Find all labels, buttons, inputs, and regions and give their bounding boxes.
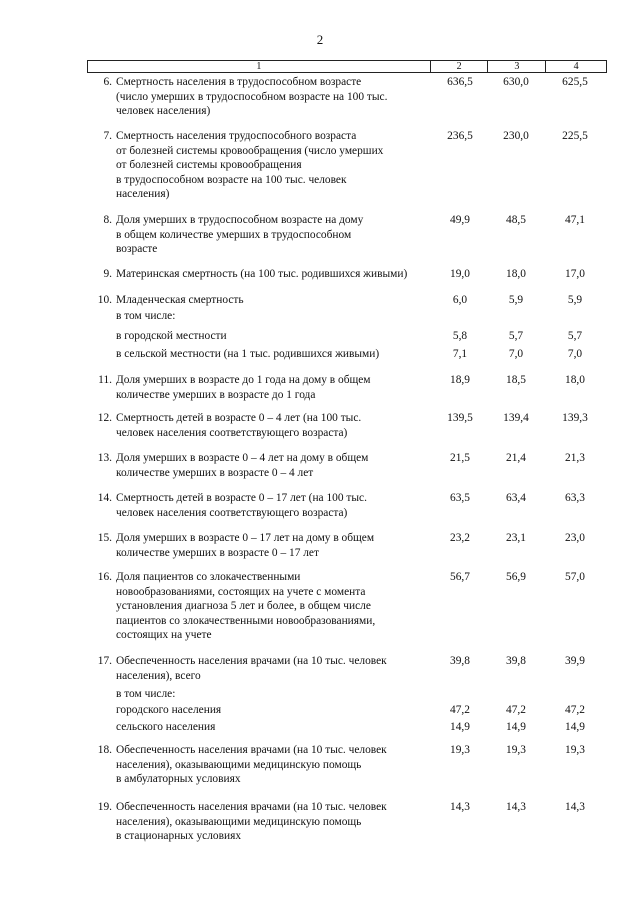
row-number: 19. [97, 801, 112, 813]
row-value-col-3: 39,8 [506, 655, 526, 667]
row-value-col-4: 23,0 [565, 532, 585, 544]
sub-row-value-col-4: 7,0 [567, 348, 583, 360]
row-value-col-2: 19,3 [450, 744, 470, 756]
sub-row-label: в городской местности [116, 330, 227, 342]
row-value-col-2: 63,5 [450, 492, 470, 504]
row-label: Доля умерших в возрасте 0 – 17 лет на дому в общем количестве умерших в возрасте 0 – 17 лет [116, 532, 375, 559]
table-header [87, 60, 607, 73]
row-value-col-3: 48,5 [506, 214, 526, 226]
row-label: Смертность населения трудоспособного возраста от болезней системы кровообращения (число умерших от болезней системы кровообращения в трудоспособном возрасте на 100 тыс. человек населения) [116, 130, 384, 201]
row-number: 15. [97, 532, 112, 544]
row-value-col-3: 630,0 [503, 76, 529, 88]
row-value-col-4: 21,3 [565, 452, 585, 464]
row-label: Доля умерших в возрасте до 1 года на дому в общем количестве умерших в возрасте до 1 года [116, 374, 371, 401]
sub-row-value-col-3: 14,9 [506, 721, 526, 733]
row-number: 12. [97, 412, 112, 424]
row-number: 7. [103, 130, 112, 142]
sub-row-label: в сельской местности (на 1 тыс. родившихся живыми) [116, 348, 380, 360]
row-value-col-3: 23,1 [506, 532, 526, 544]
row-value-col-2: 49,9 [450, 214, 470, 226]
sub-intro: в том числе: [116, 310, 176, 322]
row-value-col-3: 14,3 [506, 801, 526, 813]
row-number: 14. [97, 492, 112, 504]
header-col-2: 2 [431, 61, 489, 72]
row-value-col-2: 39,8 [450, 655, 470, 667]
row-value-col-2: 19,0 [450, 268, 470, 280]
row-value-col-2: 6,0 [452, 294, 468, 306]
row-value-col-2: 236,5 [447, 130, 473, 142]
sub-row-value-col-2: 5,8 [452, 330, 468, 342]
row-label: Смертность населения в трудоспособном возрасте (число умерших в трудоспособном возрасте на 100 тыс. человек населения) [116, 76, 388, 118]
sub-row-value-col-2: 14,9 [450, 721, 470, 733]
row-label: Доля умерших в возрасте 0 – 4 лет на дому в общем количестве умерших в возрасте 0 – 4 лет [116, 452, 369, 479]
row-value-col-3: 63,4 [506, 492, 526, 504]
row-label: Младенческая смертность [116, 294, 244, 306]
row-value-col-2: 636,5 [447, 76, 473, 88]
row-value-col-4: 225,5 [562, 130, 588, 142]
row-value-col-4: 18,0 [565, 374, 585, 386]
row-number: 18. [97, 744, 112, 756]
sub-row-value-col-3: 7,0 [508, 348, 524, 360]
page-number: 2 [316, 32, 324, 47]
row-value-col-4: 17,0 [565, 268, 585, 280]
row-number: 9. [103, 268, 112, 280]
row-number: 8. [103, 214, 112, 226]
row-value-col-3: 19,3 [506, 744, 526, 756]
row-value-col-3: 5,9 [508, 294, 524, 306]
sub-row-label: городского населения [116, 704, 222, 716]
sub-row-value-col-4: 47,2 [565, 704, 585, 716]
row-label: Смертность детей в возрасте 0 – 17 лет (на 100 тыс. человек населения соответствующего возраста) [116, 492, 367, 519]
row-value-col-4: 57,0 [565, 571, 585, 583]
row-value-col-2: 14,3 [450, 801, 470, 813]
row-label: Обеспеченность населения врачами (на 10 тыс. человек населения), оказывающими медицинскую помощь в амбулаторных условиях [116, 744, 387, 786]
row-value-col-4: 63,3 [565, 492, 585, 504]
row-label: Доля пациентов со злокачественными новообразованиями, состоящих на учете с момента установления диагноза 5 лет и более, в общем числе пациентов со злокачественными новообразованиями, состоящих на учете [116, 571, 376, 642]
row-value-col-4: 139,3 [562, 412, 588, 424]
header-col-1: 1 [88, 61, 431, 72]
header-col-4: 4 [573, 61, 579, 72]
row-value-col-4: 39,9 [565, 655, 585, 667]
sub-row-value-col-3: 5,7 [508, 330, 524, 342]
sub-row-value-col-2: 7,1 [452, 348, 468, 360]
row-label: Обеспеченность населения врачами (на 10 тыс. человек населения), оказывающими медицинскую помощь в стационарных условиях [116, 801, 387, 843]
header-col-3: 3 [488, 61, 546, 72]
sub-row-value-col-4: 14,9 [565, 721, 585, 733]
row-value-col-4: 14,3 [565, 801, 585, 813]
row-number: 6. [103, 76, 112, 88]
row-value-col-4: 5,9 [567, 294, 583, 306]
row-value-col-2: 139,5 [447, 412, 473, 424]
row-value-col-2: 56,7 [450, 571, 470, 583]
row-value-col-2: 21,5 [450, 452, 470, 464]
sub-row-value-col-3: 47,2 [506, 704, 526, 716]
sub-row-value-col-2: 47,2 [450, 704, 470, 716]
row-label: Доля умерших в трудоспособном возрасте на дому в общем количестве умерших в трудоспособном возрасте [116, 214, 364, 256]
row-value-col-3: 21,4 [506, 452, 526, 464]
row-label: Смертность детей в возрасте 0 – 4 лет (на 100 тыс. человек населения соответствующего возраста) [116, 412, 362, 439]
sub-row-value-col-4: 5,7 [567, 330, 583, 342]
row-label: Обеспеченность населения врачами (на 10 тыс. человек населения), всего [116, 655, 387, 682]
row-number: 17. [97, 655, 112, 667]
row-value-col-3: 139,4 [503, 412, 529, 424]
row-value-col-2: 23,2 [450, 532, 470, 544]
row-number: 10. [97, 294, 112, 306]
row-value-col-4: 47,1 [565, 214, 585, 226]
sub-intro: в том числе: [116, 688, 176, 700]
row-value-col-4: 19,3 [565, 744, 585, 756]
sub-row-label: сельского населения [116, 721, 216, 733]
row-number: 11. [98, 374, 112, 386]
row-value-col-3: 18,5 [506, 374, 526, 386]
row-number: 13. [97, 452, 112, 464]
row-label: Материнская смертность (на 100 тыс. родившихся живыми) [116, 268, 408, 280]
row-value-col-3: 56,9 [506, 571, 526, 583]
row-number: 16. [97, 571, 112, 583]
row-value-col-2: 18,9 [450, 374, 470, 386]
row-value-col-4: 625,5 [562, 76, 588, 88]
row-value-col-3: 230,0 [503, 130, 529, 142]
row-value-col-3: 18,0 [506, 268, 526, 280]
